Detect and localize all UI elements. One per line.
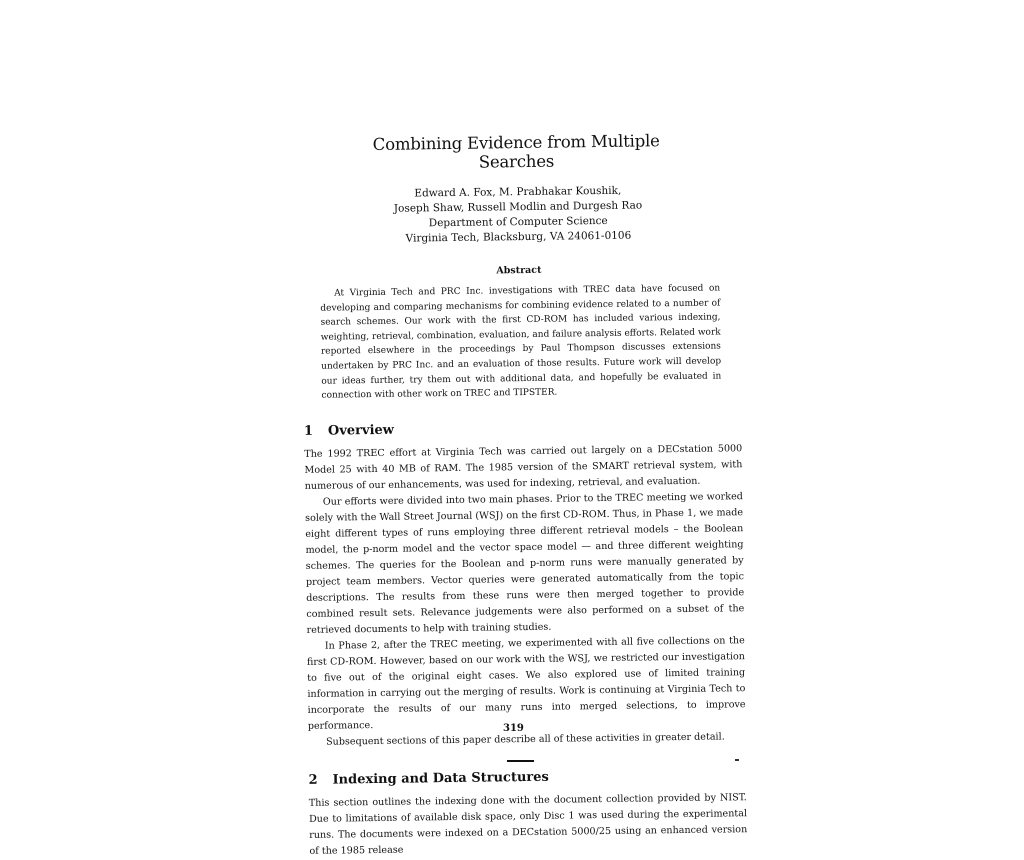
abstract-text: At Virginia Tech and PRC Inc. investigations with TREC data have focused on developing and comparing mechanisms for combining evidence related to a number of search schemes. Our work with the first CD-ROM has included various indexing, weighting, retrieval, combination, evaluation, and failure analysis efforts. Related work reported elsewhere in the proceedings by Paul Thompson discusses extensions undertaken by PRC Inc. and an evaluation of those results. Future work will develop our ideas further, try them out with additional data, and hopefully be evaluated in connection with other work on TREC and TIPSTER.	[320, 283, 722, 401]
section-number: 1	[303, 423, 314, 439]
paragraph: Subsequent sections of this paper describe all of these activities in greater detail.	[325, 731, 725, 748]
author-line: Joseph Shaw, Russell Modlin and Durgesh Rao	[393, 199, 643, 215]
affiliation-address: Virginia Tech, Blacksburg, VA 24061-0106	[405, 229, 632, 245]
section-heading	[308, 767, 746, 788]
footer-rule	[507, 760, 534, 762]
section-title: Overview	[327, 422, 395, 439]
page-number: 319	[503, 723, 524, 734]
affiliation-department: Department of Computer Science	[428, 214, 608, 230]
author-block	[363, 183, 674, 247]
abstract-heading: Abstract	[496, 264, 542, 277]
scan-mark	[735, 759, 739, 761]
section-body	[309, 790, 748, 860]
author-line: Edward A. Fox, M. Prabhakar Koushik,	[414, 184, 622, 200]
section-body	[304, 441, 746, 751]
paragraph: The 1992 TREC effort at Virginia Tech was carried out largely on a DECstation 5000 Model 25 with 40 MB of RAM. The 1985 version of the SMART retrieval system, with numerous of our enhancements, was used for indexing, retrieval, and evaluation.	[304, 442, 743, 492]
paragraph: In Phase 2, after the TREC meeting, we experimented with all five collections on the first CD-ROM. However, based on our work with the WSJ, we restricted our investigation to five out of the original eight cases. We also explored use of limited training information in carrying out the merging of results. Work is continuing at Virginia Tech to incorporate the results of our many runs into merged selections, to improve performance.	[306, 634, 746, 732]
section-title: Indexing and Data Structures	[332, 769, 549, 788]
section-number: 2	[308, 772, 318, 788]
paper-title: Combining Evidence from Multiple Searches	[372, 131, 660, 172]
paper-page	[296, 122, 748, 859]
paragraph: Our efforts were divided into two main phases. Prior to the TREC meeting we worked solely with the Wall Street Journal (WSJ) on the first CD-ROM. Thus, in Phase 1, we made eight different types of runs employing three different retrieval models – the Boolean model, the p-norm model and the vector space model — and three different weighting schemes. The queries for the Boolean and p-norm runs were manually generated by project team members. Vector queries were generated automatically from the topic descriptions. The results from these runs were then merged together to provide combined result sets. Relevance judgements were also performed on a subset of the retrieved documents to help with training studies.	[305, 490, 745, 636]
paragraph: This section outlines the indexing done with the document collection provided by NIST. Due to limitations of available disk space, only Disc 1 was used during the experimental runs. The documents were indexed on a DECstation 5000/25 using an enhanced version of the 1985 release	[308, 791, 748, 857]
section-heading	[304, 418, 742, 439]
